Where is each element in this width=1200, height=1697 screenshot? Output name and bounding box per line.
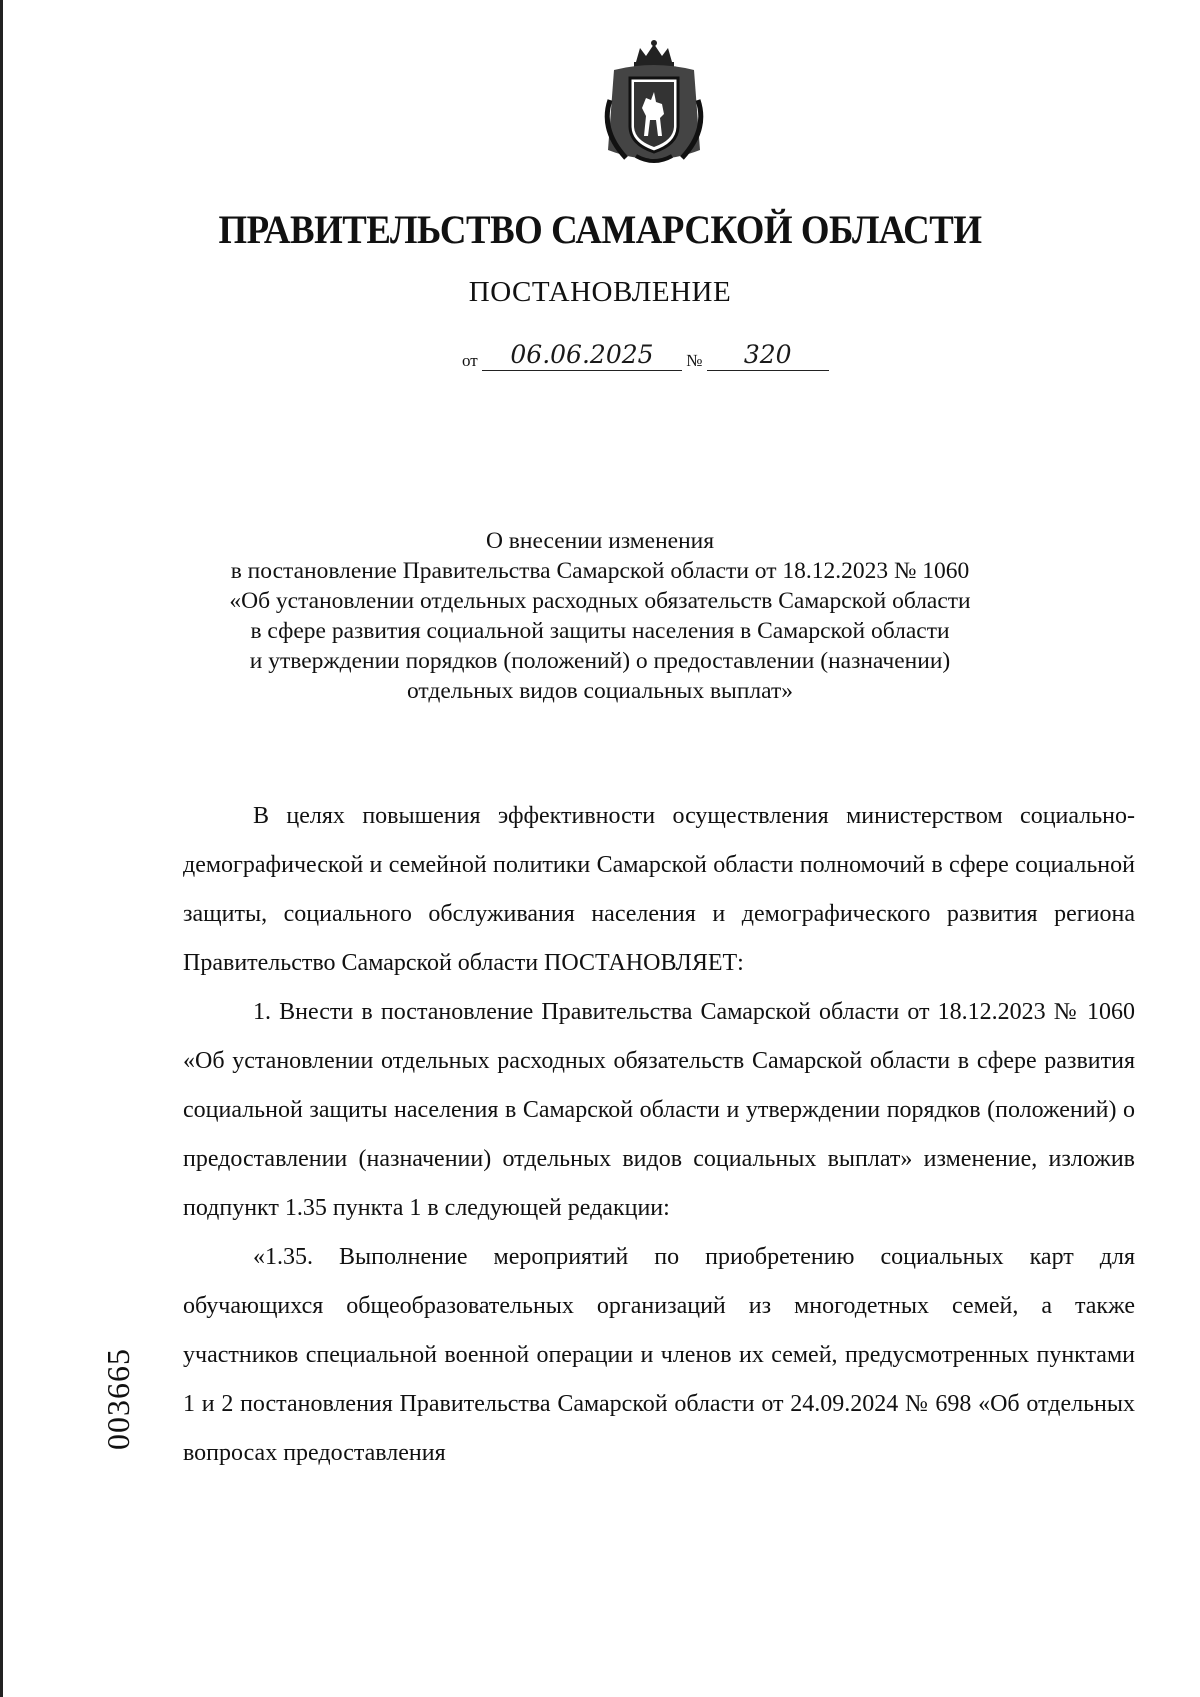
- coat-of-arms-icon: [596, 40, 712, 170]
- margin-registration-number: 003665: [100, 1348, 136, 1450]
- number-prefix: №: [686, 351, 703, 370]
- body-paragraph-item-1: 1. Внести в постановление Правительства Самарской области от 18.12.2023 № 1060 «Об установлении отдельных расходных обязательств Самарской области в сфере развития социальной защиты населения в Самарской области и утверждении порядков (положений) о предоставлении (назначении) отдельных видов социальных выплат» изменение, изложив подпункт 1.35 пункта 1 в следующей редакции:: [183, 999, 1135, 1221]
- subject-line: «Об установлении отдельных расходных обязательств Самарской области: [229, 588, 971, 614]
- government-name: ПРАВИТЕЛЬСТВО САМАРСКОЙ ОБЛАСТИ: [218, 207, 982, 252]
- subject-line: О внесении изменения: [485, 528, 715, 554]
- body-paragraph-preamble: В целях повышения эффективности осуществления министерством социально-демографической и семейной политики Самарской области полномочий в сфере социальной защиты, социального обслуживания населения и демографического развития региона Правительство Самарской области ПОСТАНОВЛЯЕТ:: [183, 803, 1135, 976]
- date-number-line: [462, 340, 829, 370]
- date-prefix: от: [462, 351, 478, 370]
- document-date: 06.06.2025: [482, 340, 682, 371]
- document-body: [183, 792, 1135, 1478]
- page-left-edge: [0, 0, 3, 1697]
- document-subject: [150, 526, 1050, 706]
- subject-line: и утверждении порядков (положений) о предоставлении (назначении): [249, 648, 951, 674]
- subject-line: в постановление Правительства Самарской области от 18.12.2023 № 1060: [230, 558, 970, 584]
- subject-line: отдельных видов социальных выплат»: [406, 678, 793, 704]
- subject-line: в сфере развития социальной защиты населения в Самарской области: [250, 618, 950, 644]
- document-type: ПОСТАНОВЛЕНИЕ: [468, 276, 732, 308]
- document-number: 320: [707, 340, 829, 371]
- body-paragraph-item-1-35: «1.35. Выполнение мероприятий по приобретению социальных карт для обучающихся общеобразовательных организаций из многодетных семей, а также участников специальной военной операции и членов их семей, предусмотренных пунктами 1 и 2 постановления Правительства Самарской области от 24.09.2024 № 698 «Об отдельных вопросах предоставления: [183, 1244, 1135, 1466]
